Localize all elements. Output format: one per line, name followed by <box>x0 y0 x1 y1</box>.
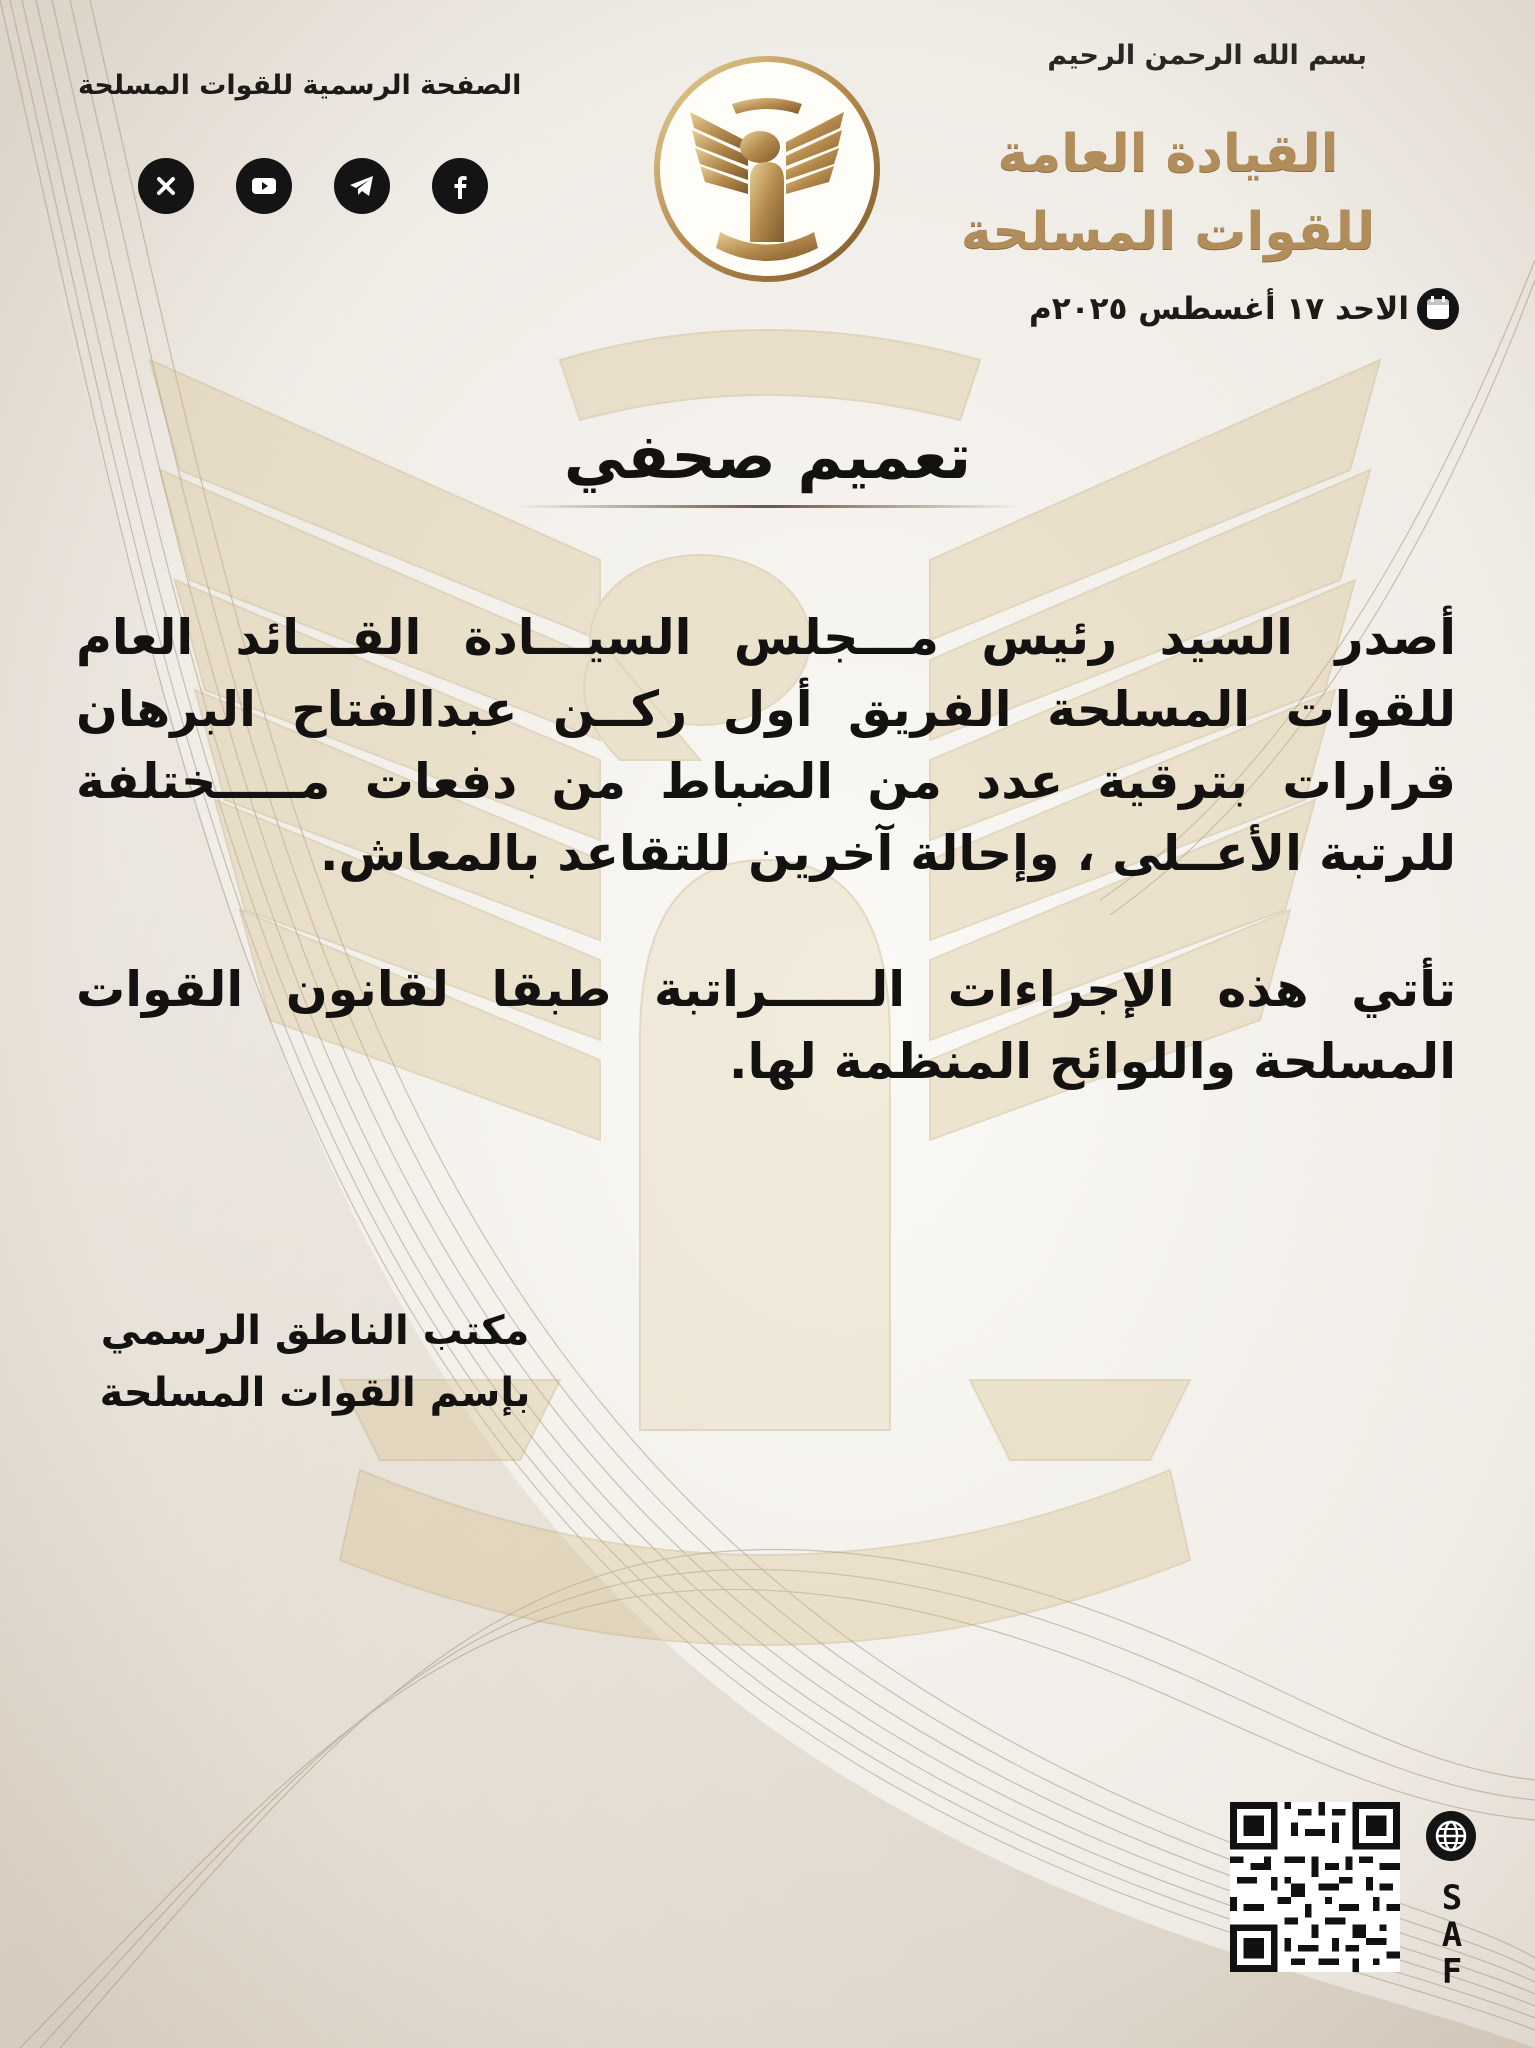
armed-forces-emblem <box>650 52 884 286</box>
body-paragraph-1: أصدر السيد رئيس مـــجلس السيـــادة القـــائد العام للقوات المسلحة الفريق أول ركــن عبدالفتاح البرهان قرارات بترقية عدد من الضباط من دفعات مـــــختلفة للرتبة الأعــلى ، وإحالة آخرين للتقاعد بالمعاش. <box>76 609 1456 882</box>
calendar-icon <box>1415 286 1461 332</box>
signature-block <box>90 1300 540 1424</box>
command-title-line1: القيادة العامة <box>997 124 1339 184</box>
saf-letter-f: F <box>1441 1952 1463 1992</box>
youtube-icon[interactable] <box>236 158 292 214</box>
social-links <box>138 158 488 214</box>
official-page-label: الصفحة الرسمية للقوات المسلحة <box>78 70 522 101</box>
saf-letter-a: A <box>1441 1915 1463 1955</box>
signature-line2: بإسم القوات المسلحة <box>99 1370 531 1416</box>
qr-code[interactable] <box>1230 1802 1400 1972</box>
date-text: الاحد ١٧ أغسطس ٢٠٢٥م <box>1029 291 1409 327</box>
saf-letter-s: S <box>1441 1878 1463 1918</box>
telegram-icon[interactable] <box>334 158 390 214</box>
facebook-icon[interactable] <box>432 158 488 214</box>
date-row <box>1029 286 1461 332</box>
general-command-title <box>953 115 1383 271</box>
signature-line1: مكتب الناطق الرسمي <box>100 1308 530 1354</box>
title-divider <box>515 505 1020 508</box>
saf-brand <box>1432 1880 1472 1991</box>
press-release-title: تعميم صحفي <box>563 420 972 493</box>
body-paragraph-2: تأتي هذه الإجراءات الــــــراتبة طبقا لقانون القوات المسلحة واللوائح المنظمة لها. <box>76 961 1456 1090</box>
basmala: بسم الله الرحمن الرحيم <box>1047 40 1367 71</box>
globe-icon[interactable] <box>1425 1810 1477 1862</box>
x-icon[interactable] <box>138 158 194 214</box>
command-title-line2: للقوات المسلحة <box>960 202 1376 262</box>
